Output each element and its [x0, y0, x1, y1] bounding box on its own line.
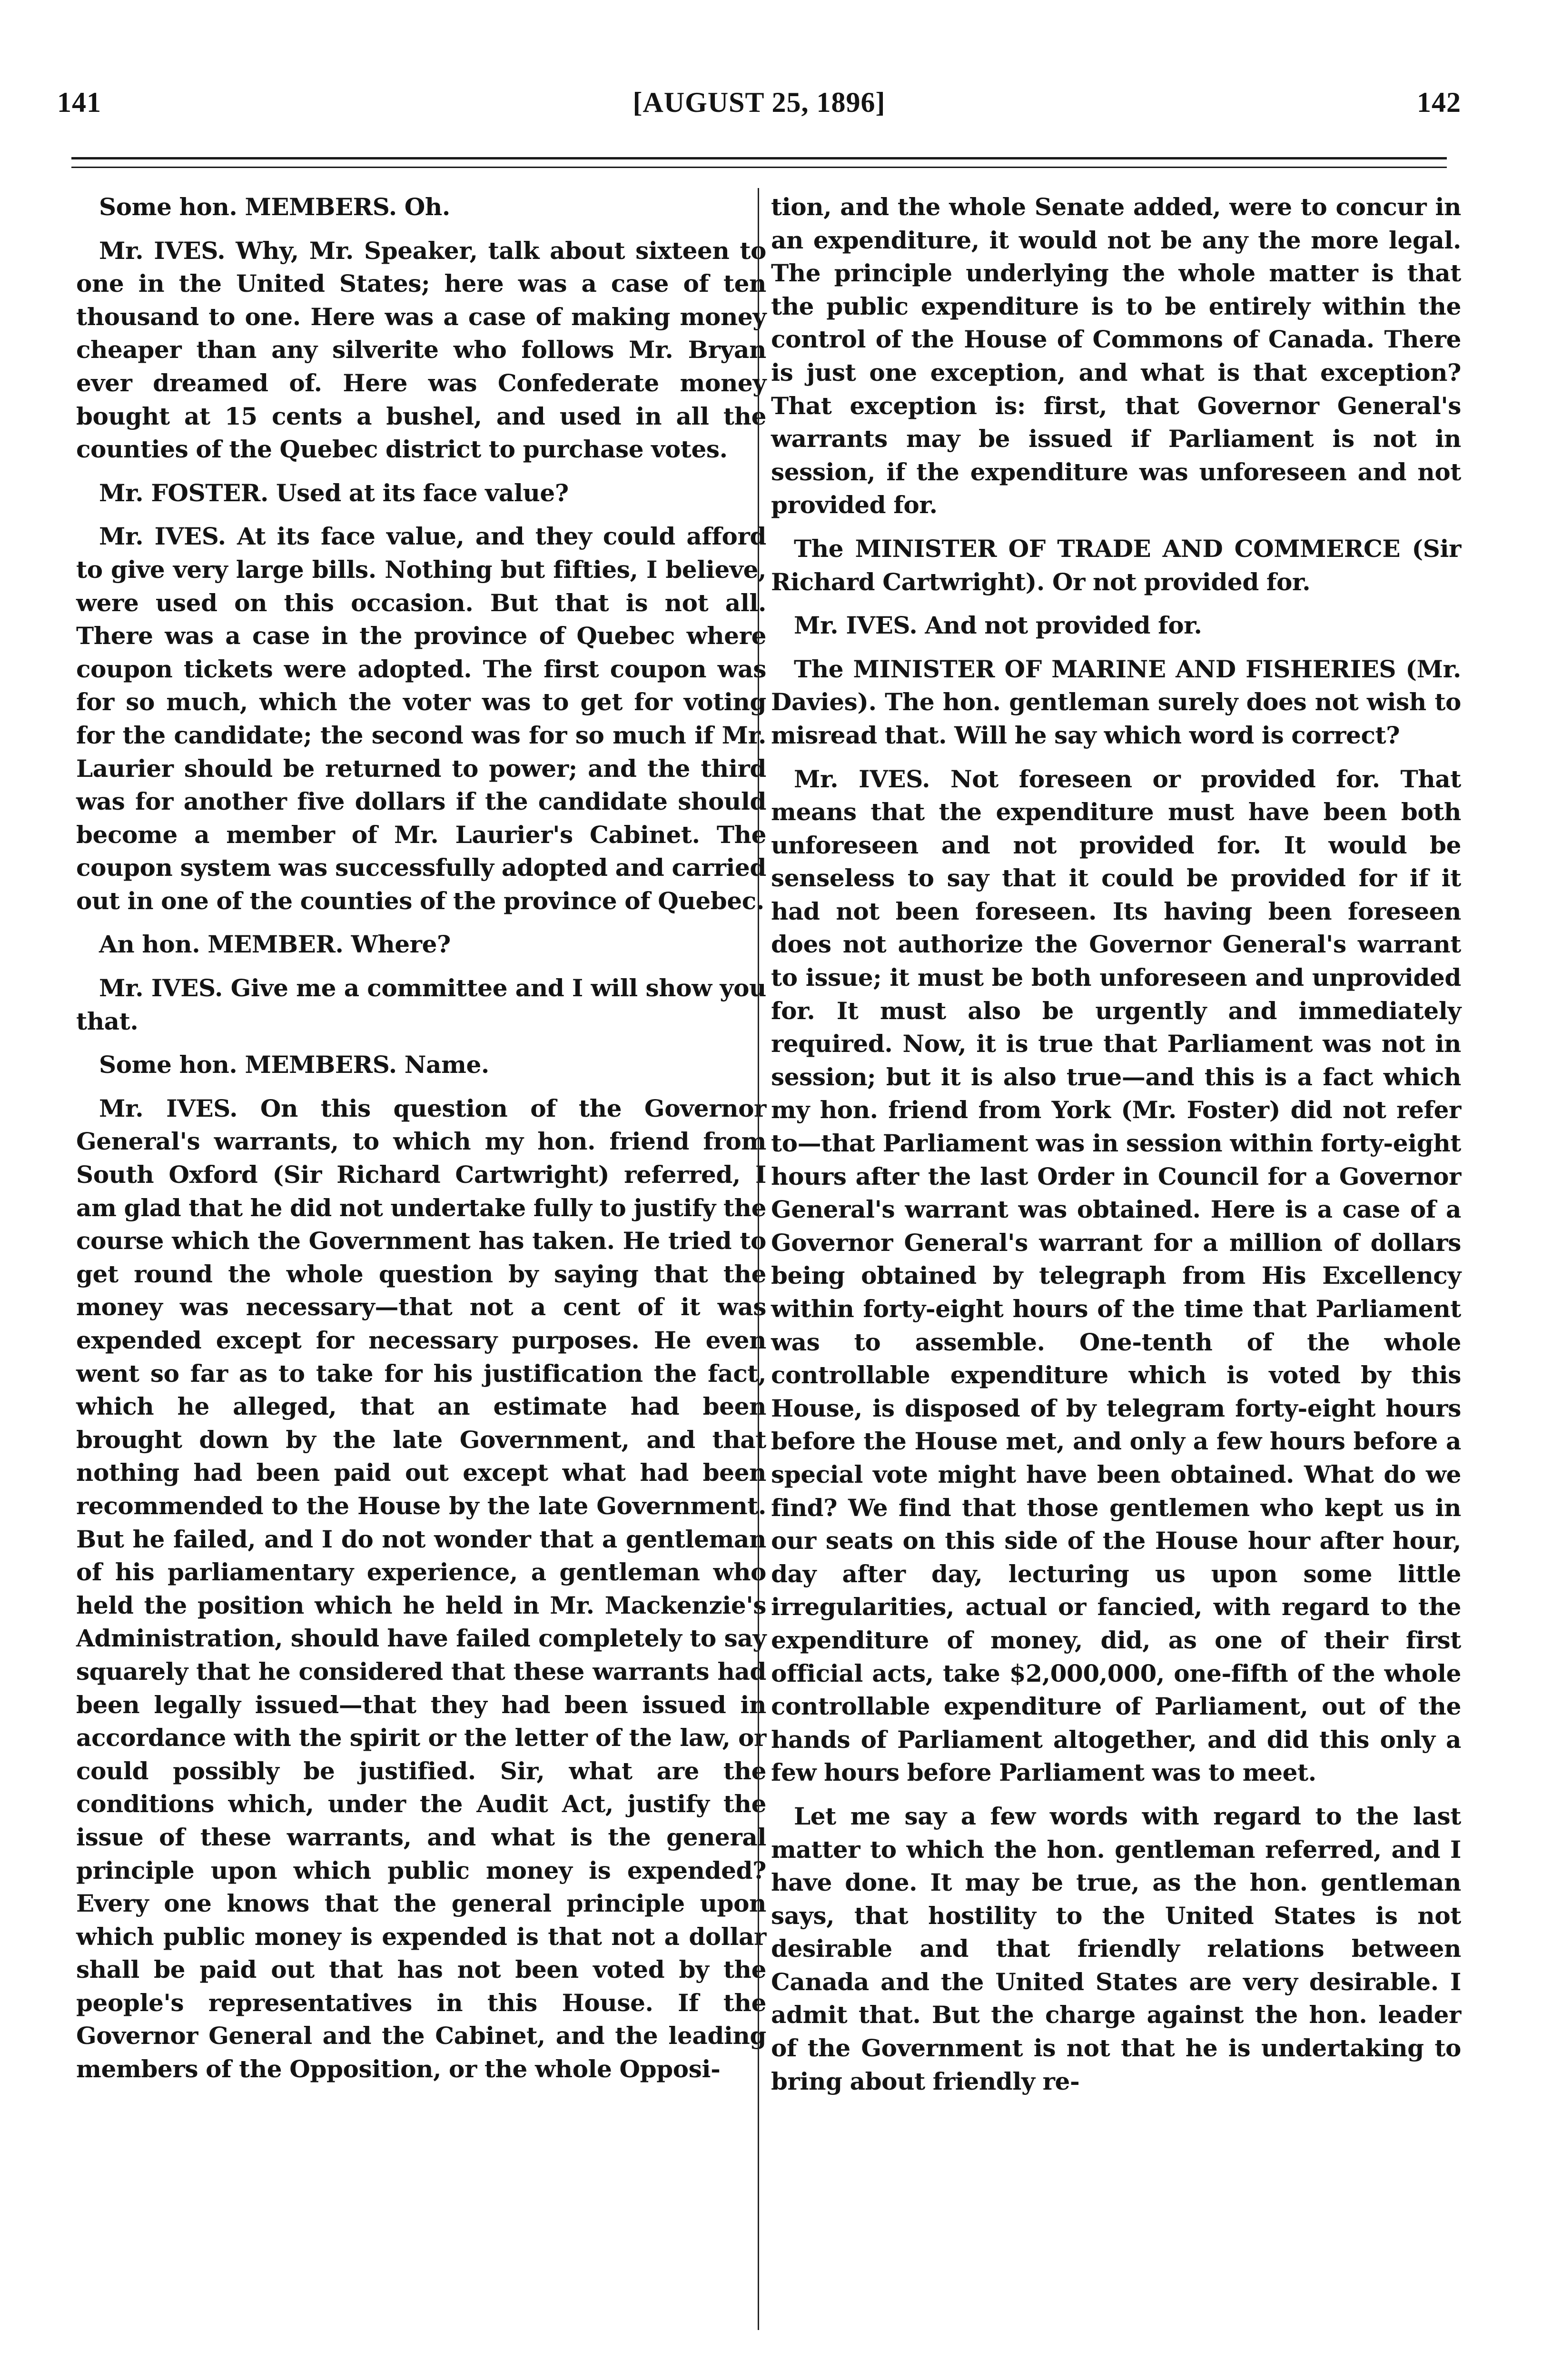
page-number-right: 142 — [1417, 86, 1461, 118]
paragraph: Mr. IVES. And not provided for. — [794, 611, 1202, 640]
paragraph: tion, and the whole Senate added, were to concur in an expenditure, it would not be any the more legal. The principle underlying the whole matter is that the public expenditure is to be entirely within the control of the House of Commons of Canada. There is just one exception, and what is that exception? That exception is: first, that Governor General's warrants may be issued if Parliament is not in session, if the expenditure was unforeseen and not provided for. — [771, 193, 1461, 519]
column-divider — [758, 188, 759, 2330]
paragraph: The MINISTER OF TRADE AND COMMERCE (Sir Richard Cartwright). Or not provided for. — [771, 534, 1461, 596]
right-column — [771, 190, 1461, 2108]
paragraph: The MINISTER OF MARINE AND FISHERIES (Mr. Davies). The hon. gentleman surely does not wish to misread that. Will he say which word is correct? — [771, 654, 1461, 749]
paragraph: Some hon. MEMBERS. Oh. — [99, 193, 450, 221]
paragraph: Mr. IVES. At its face value, and they could afford to give very large bills. Nothing but fifties, I believe, were used on this occasion. But that is not all. There was a case in the province of Quebec where coupon tickets were adopted. The first coupon was for so much, which the voter was to get for voting for the candidate; the second was for so much if Mr. Laurier should be returned to power; and the third was for another five dollars if the candidate should become a member of Mr. Laurier's Cabinet. The coupon system was successfully adopted and carried out in one of the counties of the province of Quebec. — [76, 522, 766, 915]
paragraph: Mr. FOSTER. Used at its face value? — [99, 478, 569, 507]
paragraph: Let me say a few words with regard to the last matter to which the hon. gentleman referred, and I have done. It may be true, as the hon. gentleman says, that hostility to the United States is not desirable and that friendly relations between Canada and the United States are very desirable. I admit that. But the charge against the hon. leader of the Government is not that he is undertaking to bring about friendly re- — [771, 1802, 1461, 2095]
paragraph: Mr. IVES. Not foreseen or provided for. That means that the expenditure must have been both unforeseen and not provided for. It would be senseless to say that it could be provided for if it had not been foreseen. Its having been foreseen does not authorize the Governor General's warrant to issue; it must be both unforeseen and unprovided for. It must also be urgently and immediately required. Now, it is true that Parliament was not in session; but it is also true—and this is a fact which my hon. friend from York (Mr. Foster) did not refer to—that Parliament was in session within forty-eight hours after the last Order in Council for a Governor General's warrant was obtained. Here is a case of a Governor General's warrant for a million of dollars being obtained by telegraph from His Excellency within forty-eight hours of the time that Parliament was to assemble. One-tenth of the whole controllable expenditure which is voted by this House, is disposed of by telegram forty-eight hours before the House met, and only a few hours before a special vote might have been obtained. What do we find? We find that those gentlemen who kept us in our seats on this side of the House hour after hour, day after day, lecturing us upon some little irregularities, actual or fancied, with regard to the expenditure of money, did, as one of their first official acts, take $2,000,000, one-fifth of the whole controllable expenditure of Parliament, out of the hands of Parliament altogether, and did this only a few hours before Parliament was to meet. — [771, 764, 1461, 1787]
page-header — [57, 76, 1461, 129]
paragraph: Some hon. MEMBERS. Name. — [99, 1051, 489, 1079]
page-date-title: [AUGUST 25, 1896] — [633, 86, 886, 118]
page-number-left: 141 — [57, 86, 101, 118]
paragraph: Mr. IVES. On this question of the Governor General's warrants, to which my hon. friend from South Oxford (Sir Richard Cartwright) referred, I am glad that he did not undertake fully to justify the course which the Government has taken. He tried to get round the whole question by saying that the money was necessary—that not a cent of it was expended except for necessary purposes. He even went so far as to take for his justification the fact, which he alleged, that an estimate had been brought down by the late Government, and that nothing had been paid out except what had been recommended to the House by the late Government. But he failed, and I do not wonder that a gentleman of his parliamentary experience, a gentleman who held the position which he held in Mr. Mackenzie's Administration, should have failed completely to say squarely that he considered that these warrants had been legally issued—that they had been issued in accordance with the spirit or the letter of the law, or could possibly be justified. Sir, what are the conditions which, under the Audit Act, justify the issue of these warrants, and what is the general principle upon which public money is expended? Every one knows that the general principle upon which public money is expended is that not a dollar shall be paid out that has not been voted by the people's representatives in this House. If the Governor General and the Cabinet, and the leading members of the Opposition, or the whole Opposi- — [76, 1094, 766, 2083]
paragraph: An hon. MEMBER. Where? — [99, 930, 451, 959]
paragraph: Mr. IVES. Give me a committee and I will show you that. — [76, 974, 766, 1035]
paragraph: Mr. IVES. Why, Mr. Speaker, talk about sixteen to one in the United States; here was a case of ten thousand to one. Here was a case of making money cheaper than any silverite who follows Mr. Bryan ever dreamed of. Here was Confederate money bought at 15 cents a bushel, and used in all the counties of the Quebec district to purchase votes. — [76, 236, 766, 464]
header-rule — [71, 157, 1447, 159]
header-rule-secondary — [71, 167, 1447, 168]
left-column — [76, 190, 766, 2096]
